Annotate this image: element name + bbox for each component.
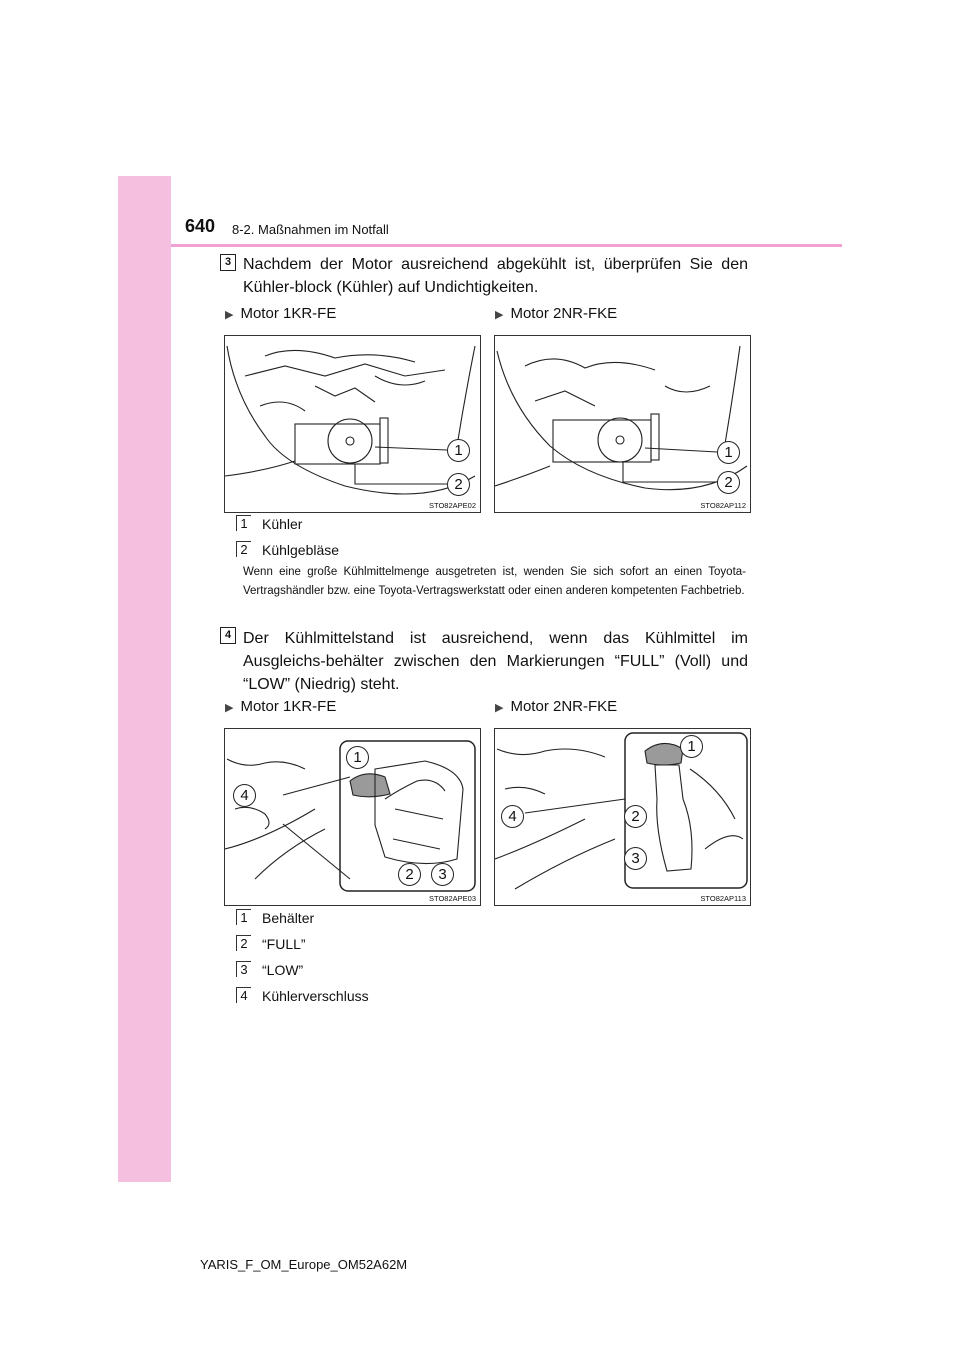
legend-number-icon: 2 bbox=[236, 935, 251, 951]
reservoir-figure-1kr-fe bbox=[224, 728, 481, 906]
footer-document-id: YARIS_F_OM_Europe_OM52A62M bbox=[200, 1257, 408, 1272]
callout-2: 2 bbox=[624, 805, 647, 828]
legend-text: “FULL” bbox=[262, 936, 306, 952]
header-rule bbox=[171, 244, 842, 247]
figure-code: STO82AP113 bbox=[700, 894, 746, 903]
figure-code: STO82APE03 bbox=[429, 894, 476, 903]
figure-label-2nr-fke: ▶ Motor 2NR-FKE bbox=[495, 698, 618, 715]
step-4-text: Der Kühlmittelstand ist ausreichend, wenn das Kühlmittel im Ausgleichs-behälter zwischen den Markierungen “FULL” (Voll) und “LOW” (Niedrig) steht. bbox=[243, 630, 748, 693]
legend-number-icon: 3 bbox=[236, 961, 251, 977]
callout-2: 2 bbox=[717, 471, 740, 494]
radiator-figure-1kr-fe bbox=[224, 335, 481, 513]
arrow-right-icon: ▶ bbox=[225, 309, 234, 321]
arrow-right-icon: ▶ bbox=[495, 702, 504, 714]
arrow-right-icon: ▶ bbox=[495, 309, 504, 321]
figure-code: STO82AP112 bbox=[700, 501, 746, 510]
legend-text: Kühlgebläse bbox=[262, 542, 340, 558]
callout-4: 4 bbox=[233, 784, 256, 807]
callout-1: 1 bbox=[447, 439, 470, 462]
legend-text: “LOW” bbox=[262, 962, 304, 978]
arrow-right-icon: ▶ bbox=[225, 702, 234, 714]
figure-label-1kr-fe: ▶ Motor 1KR-FE bbox=[225, 305, 337, 322]
callout-3: 3 bbox=[624, 847, 647, 870]
note-text: Wenn eine große Kühlmittelmenge ausgetreten ist, wenden Sie sich sofort an einen Toyota-Vertragshändler bzw. eine Toyota-Vertragswerkstatt oder einen anderen kompetenten Fachbetrieb. bbox=[243, 566, 746, 597]
callout-4: 4 bbox=[501, 805, 524, 828]
step-3-badge: 3 bbox=[220, 254, 236, 271]
figure-label-2nr-fke: ▶ Motor 2NR-FKE bbox=[495, 305, 618, 322]
callout-1: 1 bbox=[346, 746, 369, 769]
legend-number-icon: 1 bbox=[236, 515, 251, 531]
legend-text: Behälter bbox=[262, 910, 315, 926]
step-4-badge: 4 bbox=[220, 627, 236, 644]
legend-number-icon: 2 bbox=[236, 541, 251, 557]
legend-number-icon: 1 bbox=[236, 909, 251, 925]
legend-text: Kühler bbox=[262, 516, 303, 532]
figure-code: STO82APE02 bbox=[429, 501, 476, 510]
callout-2: 2 bbox=[447, 473, 470, 496]
figure-label-1kr-fe: ▶ Motor 1KR-FE bbox=[225, 698, 337, 715]
section-sidebar-tab bbox=[118, 176, 171, 1182]
callout-2: 2 bbox=[398, 863, 421, 886]
step-3-text: Nachdem der Motor ausreichend abgekühlt ist, überprüfen Sie den Kühler-block (Kühler) auf Undichtigkeiten. bbox=[243, 256, 748, 296]
legend-text: Kühlerverschluss bbox=[262, 988, 369, 1004]
radiator-figure-2nr-fke bbox=[494, 335, 751, 513]
callout-3: 3 bbox=[431, 863, 454, 886]
section-title: 8-2. Maßnahmen im Notfall bbox=[232, 222, 389, 237]
callout-1: 1 bbox=[680, 735, 703, 758]
page-number: 640 bbox=[185, 216, 216, 236]
callout-1: 1 bbox=[717, 441, 740, 464]
legend-number-icon: 4 bbox=[236, 987, 251, 1003]
reservoir-figure-2nr-fke bbox=[494, 728, 751, 906]
